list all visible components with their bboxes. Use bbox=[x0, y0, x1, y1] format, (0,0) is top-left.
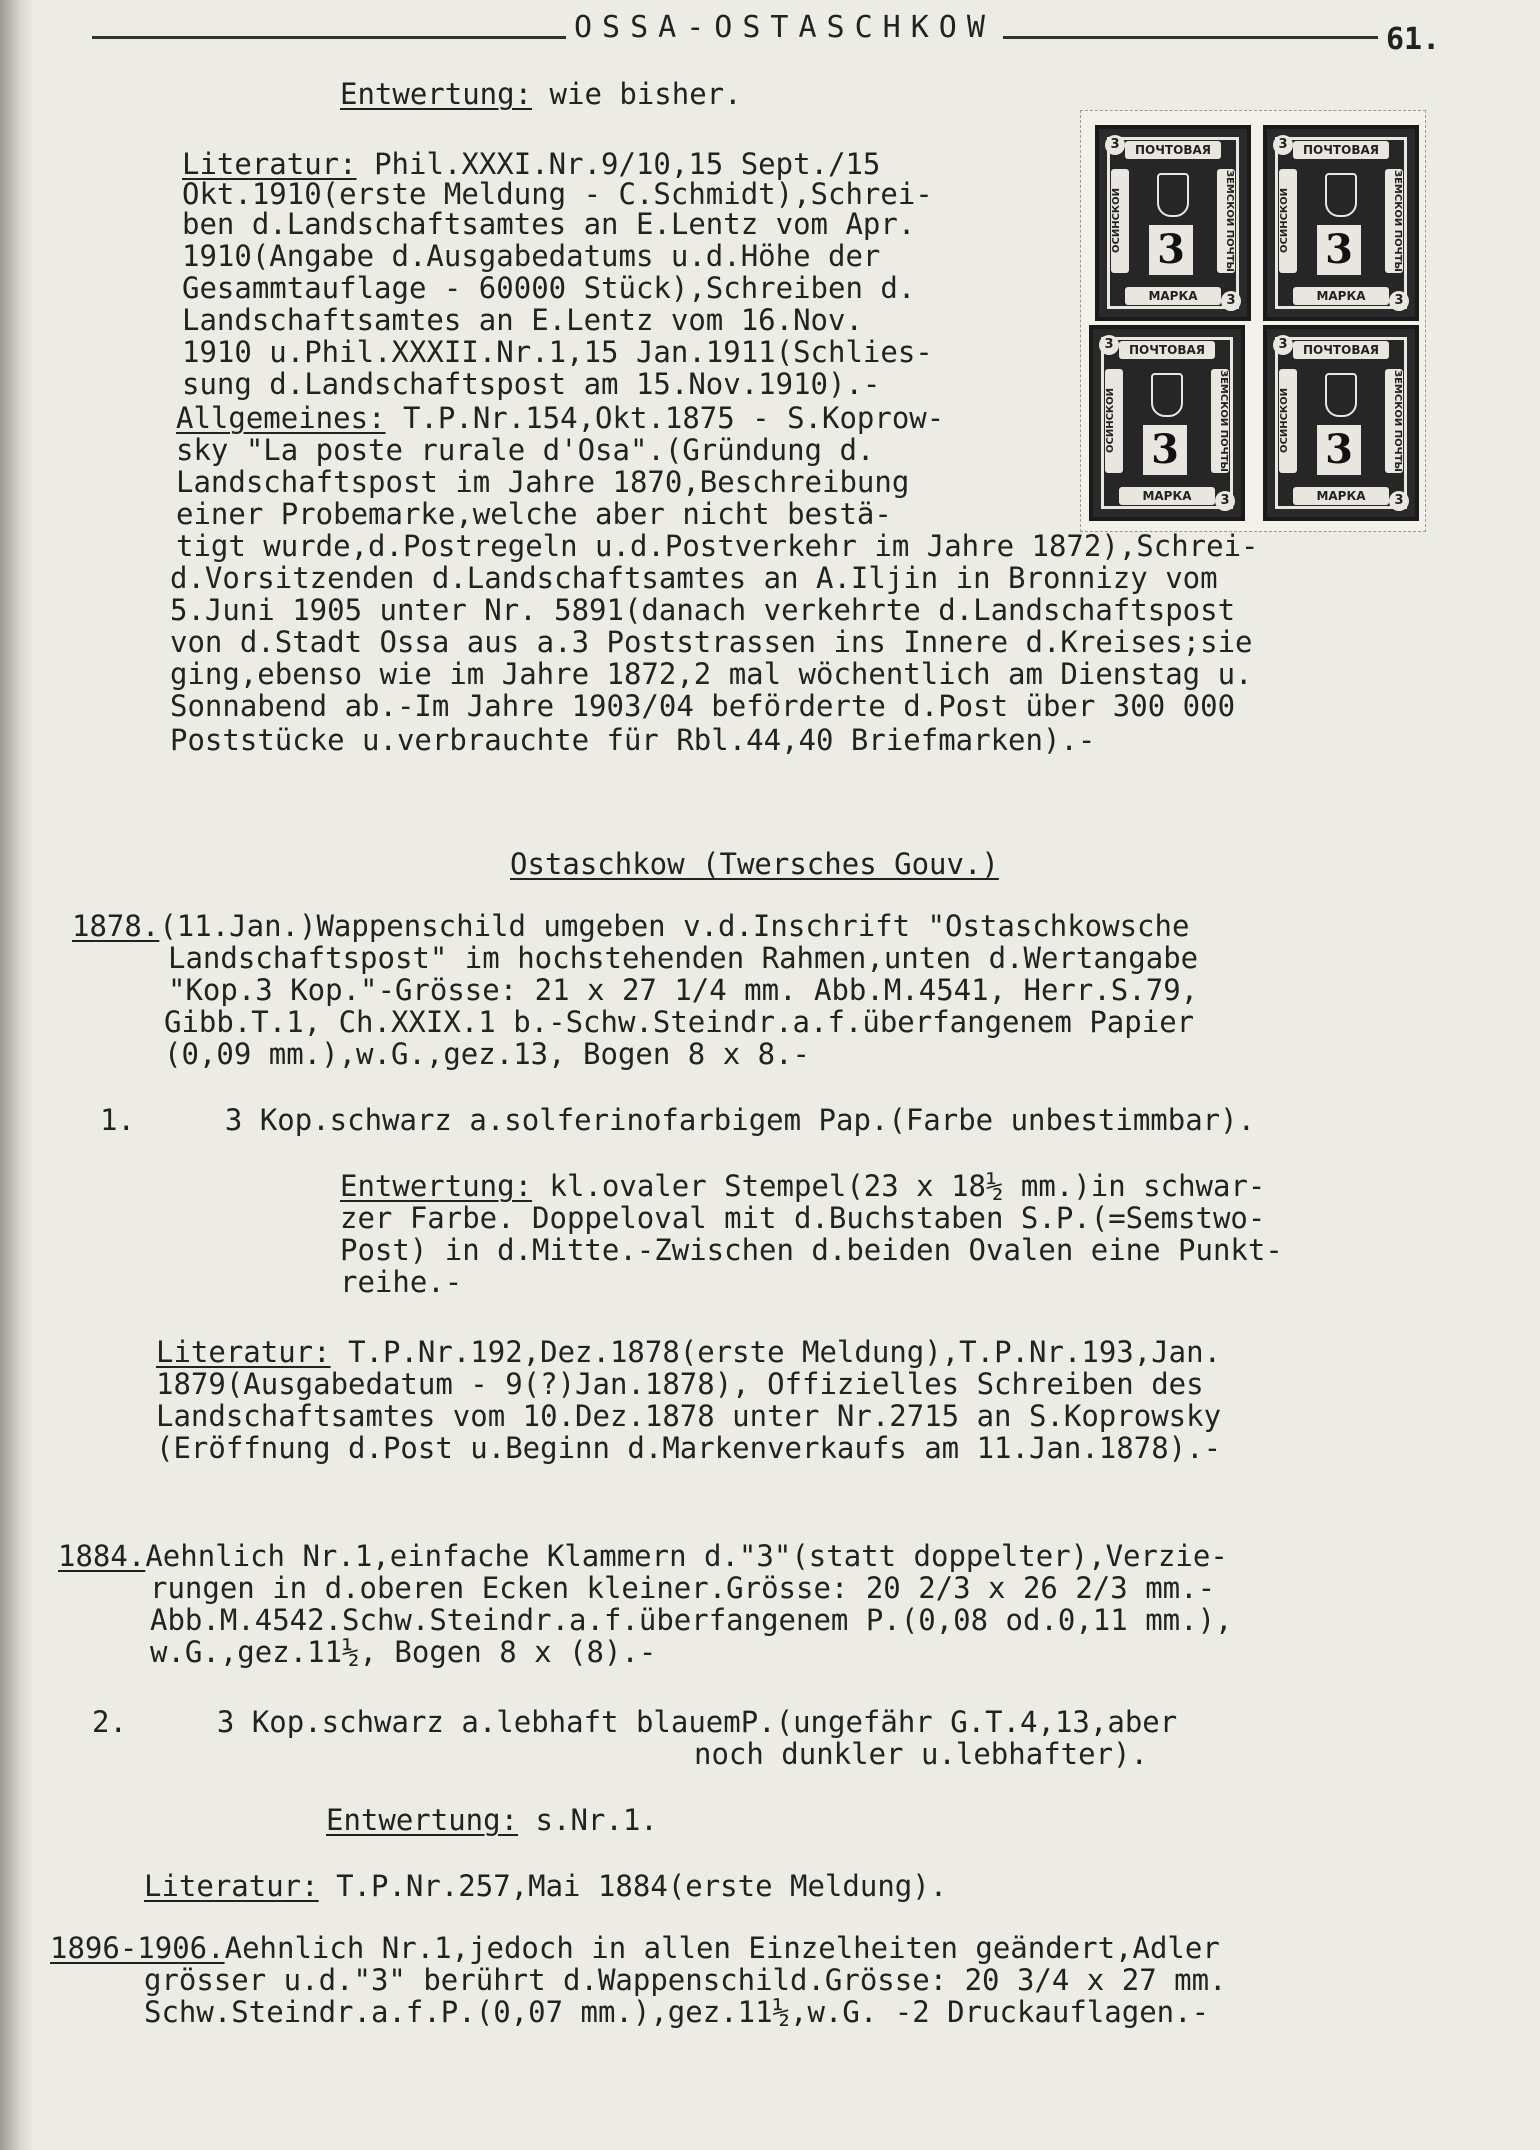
line-text: grösser u.d."3" berührt d.Wappenschild.Grösse: 20 3/4 x 27 mm. bbox=[144, 1963, 1227, 1997]
text-line bbox=[100, 1104, 1255, 1136]
line-text: 1910(Angabe d.Ausgabedatums u.d.Höhe der bbox=[182, 239, 881, 273]
line-text: 3 Kop.schwarz a.solferinofarbigem Pap.(Farbe unbestimmbar). bbox=[224, 1103, 1256, 1137]
line-text: Abb.M.4542.Schw.Steindr.a.f.überfangenem P.(0,08 od.0,11 mm.), bbox=[150, 1603, 1233, 1637]
text-line bbox=[340, 1170, 1265, 1202]
line-text: Schw.Steindr.a.f.P.(0,07 mm.),gez.11½,w.G. -2 Druckauflagen.- bbox=[144, 1995, 1210, 2029]
text-line bbox=[50, 1932, 1220, 1964]
section-label: Literatur: bbox=[144, 1869, 319, 1903]
line-text: Aehnlich Nr.1,jedoch in allen Einzelheiten geändert,Adler bbox=[224, 1931, 1220, 1965]
page-number: 61. bbox=[1378, 22, 1440, 57]
line-text: sky "La poste rurale d'Osa".(Gründung d. bbox=[176, 433, 875, 467]
line-text: Gesammtauflage - 60000 Stück),Schreiben d. bbox=[182, 271, 916, 305]
section-label: 1884. bbox=[58, 1539, 146, 1573]
line-text: T.P.Nr.154,Okt.1875 - S.Koprow- bbox=[385, 401, 945, 435]
line-text: Landschaftspost" im hochstehenden Rahmen,unten d.Wertangabe bbox=[168, 941, 1199, 975]
line-text: tigt wurde,d.Postregeln u.d.Postverkehr im Jahre 1872),Schrei- bbox=[176, 529, 1259, 563]
line-text: zer Farbe. Doppeloval mit d.Buchstaben S.P.(=Semstwo- bbox=[340, 1201, 1266, 1235]
section-label: 1896-1906. bbox=[50, 1931, 225, 1965]
text-line bbox=[170, 690, 1235, 722]
section-label: 1878. bbox=[72, 909, 160, 943]
text-line bbox=[144, 1996, 1209, 2028]
text-line bbox=[182, 272, 915, 304]
text-line bbox=[176, 498, 892, 530]
text-line bbox=[164, 1006, 1194, 1038]
text-line bbox=[694, 1738, 1148, 1770]
text-line bbox=[144, 1964, 1227, 1996]
line-text: T.P.Nr.257,Mai 1884(erste Meldung). bbox=[318, 1869, 948, 1903]
text-line bbox=[176, 434, 874, 466]
text-line bbox=[156, 1336, 1221, 1368]
text-line bbox=[164, 1038, 810, 1070]
text-line bbox=[182, 336, 933, 368]
text-line bbox=[182, 368, 880, 400]
text-line bbox=[340, 1266, 462, 1298]
text-line bbox=[340, 78, 742, 110]
text-line bbox=[182, 148, 880, 180]
text-line bbox=[182, 240, 880, 272]
stamp: ПОЧТОВАЯ ОСИНСКОЙ ЗЕМСКОЙ ПОЧТЫ 3 МАРКА 3 3 bbox=[1263, 125, 1419, 321]
line-text: (Eröffnung d.Post u.Beginn d.Markenverkaufs am 11.Jan.1878).- bbox=[156, 1431, 1222, 1465]
line-text: (0,09 mm.),w.G.,gez.13, Bogen 8 x 8.- bbox=[164, 1037, 811, 1071]
text-line bbox=[150, 1636, 656, 1668]
text-line bbox=[176, 530, 1259, 562]
section-label: Literatur: bbox=[156, 1335, 331, 1369]
line-text: einer Probemarke,welche aber nicht bestä- bbox=[176, 497, 892, 531]
stamp-block-image bbox=[1080, 110, 1426, 532]
section-label: Allgemeines: bbox=[176, 401, 386, 435]
line-text: (11.Jan.)Wappenschild umgeben v.d.Inschrift "Ostaschkowsche bbox=[159, 909, 1190, 943]
page-binding-shadow bbox=[0, 0, 34, 2150]
text-line bbox=[326, 1804, 658, 1836]
text-line bbox=[170, 626, 1253, 658]
text-line bbox=[170, 724, 1095, 756]
line-text: wie bisher. bbox=[532, 77, 742, 111]
text-line bbox=[156, 1432, 1221, 1464]
text-line bbox=[150, 1572, 1215, 1604]
section-label: Ostaschkow (Twersches Gouv.) bbox=[510, 847, 999, 881]
text-line bbox=[156, 1400, 1221, 1432]
text-line bbox=[92, 1706, 1177, 1738]
text-line bbox=[176, 466, 909, 498]
line-text: rungen in d.oberen Ecken kleiner.Grösse: 20 2/3 x 26 2/3 mm.- bbox=[150, 1571, 1216, 1605]
text-line bbox=[182, 304, 863, 336]
stamp: ПОЧТОВАЯ ОСИНСКОЙ ЗЕМСКОЙ ПОЧТЫ 3 МАРКА 3 3 bbox=[1089, 325, 1245, 521]
line-text: Landschaftsamtes vom 10.Dez.1878 unter Nr.2715 an S.Koprowsky bbox=[156, 1399, 1222, 1433]
line-text: Post) in d.Mitte.-Zwischen d.beiden Ovalen eine Punkt- bbox=[340, 1233, 1283, 1267]
item-number: 1. bbox=[100, 1103, 135, 1137]
text-line bbox=[72, 910, 1189, 942]
text-line bbox=[340, 1202, 1265, 1234]
line-text: kl.ovaler Stempel(23 x 18½ mm.)in schwar- bbox=[532, 1169, 1266, 1203]
text-line bbox=[156, 1368, 1204, 1400]
text-line bbox=[168, 942, 1198, 974]
line-text: "Kop.3 Kop."-Grösse: 21 x 27 1/4 mm. Abb.M.4541, Herr.S.79, bbox=[168, 973, 1199, 1007]
text-line bbox=[144, 1870, 947, 1902]
line-text: d.Vorsitzenden d.Landschaftsamtes an A.Iljin in Bronnizy vom bbox=[170, 561, 1218, 595]
text-line bbox=[340, 1234, 1283, 1266]
text-line bbox=[510, 848, 999, 880]
page-header-title: OSSA-OSTASCHKOW bbox=[566, 10, 1003, 45]
section-label: Entwertung: bbox=[340, 1169, 533, 1203]
text-line bbox=[182, 178, 933, 210]
line-text: Phil.XXXI.Nr.9/10,15 Sept./15 bbox=[356, 147, 881, 181]
item-number: 2. bbox=[92, 1705, 127, 1739]
text-line bbox=[168, 974, 1198, 1006]
line-text: ging,ebenso wie im Jahre 1872,2 mal wöchentlich am Dienstag u. bbox=[170, 657, 1253, 691]
stamp: ПОЧТОВАЯ ОСИНСКОЙ ЗЕМСКОЙ ПОЧТЫ 3 МАРКА 3 3 bbox=[1263, 325, 1419, 521]
line-text: Poststücke u.verbrauchte für Rbl.44,40 Briefmarken).- bbox=[170, 723, 1096, 757]
section-label: Entwertung: bbox=[326, 1803, 519, 1837]
line-text: reihe.- bbox=[340, 1265, 463, 1299]
line-text: ben d.Landschaftsamtes an E.Lentz vom Apr. bbox=[182, 207, 916, 241]
line-text: 1879(Ausgabedatum - 9(?)Jan.1878), Offizielles Schreiben des bbox=[156, 1367, 1204, 1401]
text-line bbox=[150, 1604, 1233, 1636]
text-line bbox=[170, 594, 1235, 626]
line-text: Gibb.T.1, Ch.XXIX.1 b.-Schw.Steindr.a.f.überfangenem Papier bbox=[164, 1005, 1195, 1039]
text-line bbox=[176, 402, 944, 434]
line-text: noch dunkler u.lebhafter). bbox=[694, 1737, 1148, 1771]
stamp: ПОЧТОВАЯ ОСИНСКОЙ ЗЕМСКОЙ ПОЧТЫ 3 МАРКА 3 3 bbox=[1095, 125, 1251, 321]
section-label: Entwertung: bbox=[340, 77, 533, 111]
line-text: Okt.1910(erste Meldung - C.Schmidt),Schrei- bbox=[182, 177, 933, 211]
line-text: T.P.Nr.192,Dez.1878(erste Meldung),T.P.Nr.193,Jan. bbox=[330, 1335, 1222, 1369]
text-line bbox=[170, 658, 1253, 690]
text-line bbox=[170, 562, 1218, 594]
text-line bbox=[182, 208, 915, 240]
line-text: Landschaftsamtes an E.Lentz vom 16.Nov. bbox=[182, 303, 863, 337]
line-text: Aehnlich Nr.1,einfache Klammern d."3"(statt doppelter),Verzie- bbox=[145, 1539, 1228, 1573]
line-text: Sonnabend ab.-Im Jahre 1903/04 beförderte d.Post über 300 000 bbox=[170, 689, 1236, 723]
line-text: s.Nr.1. bbox=[518, 1803, 658, 1837]
line-text: 3 Kop.schwarz a.lebhaft blauemP.(ungefähr G.T.4,13,aber bbox=[216, 1705, 1178, 1739]
line-text: 1910 u.Phil.XXXII.Nr.1,15 Jan.1911(Schlies- bbox=[182, 335, 933, 369]
text-line bbox=[58, 1540, 1228, 1572]
line-text: Landschaftspost im Jahre 1870,Beschreibung bbox=[176, 465, 910, 499]
line-text: w.G.,gez.11½, Bogen 8 x (8).- bbox=[150, 1635, 657, 1669]
line-text: sung d.Landschaftspost am 15.Nov.1910).- bbox=[182, 367, 881, 401]
line-text: von d.Stadt Ossa aus a.3 Poststrassen ins Innere d.Kreises;sie bbox=[170, 625, 1253, 659]
section-label: Literatur: bbox=[182, 147, 357, 181]
line-text: 5.Juni 1905 unter Nr. 5891(danach verkehrte d.Landschaftspost bbox=[170, 593, 1236, 627]
